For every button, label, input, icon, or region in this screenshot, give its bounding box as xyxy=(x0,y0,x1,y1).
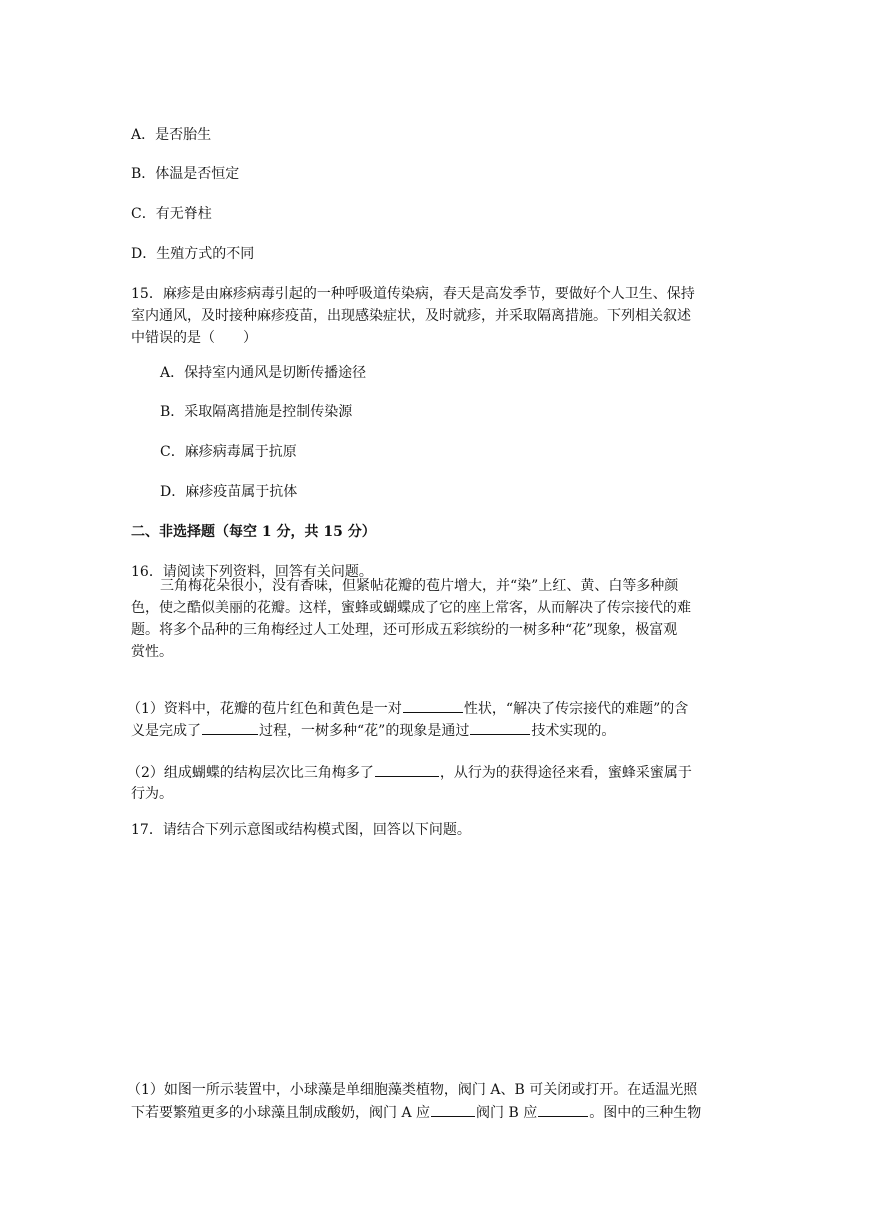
q16-part1-text-e: 技术实现的。 xyxy=(531,723,616,739)
answer-blank-technique[interactable] xyxy=(470,719,530,735)
q14-option-b: B．体温是否恒定 xyxy=(131,166,240,182)
answer-blank-process[interactable] xyxy=(202,719,258,735)
figure-placeholder xyxy=(131,860,741,1060)
section-heading: 二、非选择题（每空 1 分，共 15 分） xyxy=(131,524,376,540)
q14-option-d: D．生殖方式的不同 xyxy=(131,246,255,262)
q17-part1-line-1: （1）如图一所示装置中，小球藻是单细胞藻类植物，阀门 A、B 可关闭或打开。在适温光照 xyxy=(127,1082,698,1098)
answer-blank-valve-b[interactable] xyxy=(538,1101,588,1117)
q14-option-a: A．是否胎生 xyxy=(131,127,212,143)
q16-part1-text-c: 义是完成了 xyxy=(131,723,201,739)
q16-passage-line-1: 三角梅花朵很小，没有香味，但紧帖花瓣的苞片增大，并“染”上红、黄、白等多种颜 xyxy=(160,578,679,594)
q16-part2-text-a: （2）组成蝴蝶的结构层次比三角梅多了 xyxy=(127,765,374,781)
answer-blank-structure[interactable] xyxy=(375,761,439,777)
q15-stem-line-2: 室内通风，及时接种麻疹疫苗，出现感染症状，及时就疹，并采取隔离措施。下列相关叙述 xyxy=(131,308,691,324)
q16-part1-line-1 xyxy=(127,697,737,720)
answer-blank-valve-a[interactable] xyxy=(431,1101,475,1117)
q16-part2-text-b: ，从行为的获得途径来看，蜜蜂采蜜属于 xyxy=(439,765,692,781)
answer-blank-trait[interactable] xyxy=(403,697,463,713)
q15-option-c: C．麻疹病毒属于抗原 xyxy=(160,444,297,460)
q17-part1-text-b: 下若要繁殖更多的小球藻且制成酸奶，阀门 A 应 xyxy=(131,1105,431,1121)
q15-option-d: D．麻疹疫苗属于抗体 xyxy=(160,484,298,500)
q16-part2-line-2: 行为。 xyxy=(131,786,173,802)
q16-passage-line-3: 题。将多个品种的三角梅经过人工处理，还可形成五彩缤纷的一树多种“花”现象，极富观 xyxy=(131,622,678,638)
q16-part1-text-d: 过程，一树多种“花”的现象是通过 xyxy=(259,723,470,739)
q15-option-a: A．保持室内通风是切断传播途径 xyxy=(160,365,367,381)
q16-passage-line-2: 色，使之酷似美丽的花瓣。这样，蜜蜂或蝴蝶成了它的座上常客，从而解决了传宗接代的难 xyxy=(131,600,691,616)
q16-part2-line-1 xyxy=(127,761,737,784)
q17-part1-text-d: 。图中的三种生物 xyxy=(589,1105,702,1121)
q15-stem-line-3: 中错误的是（ ） xyxy=(131,330,257,346)
q15-option-b: B．采取隔离措施是控制传染源 xyxy=(160,404,353,420)
q17-stem: 17．请结合下列示意图或结构模式图，回答以下问题。 xyxy=(131,822,471,838)
q16-passage-line-4: 赏性。 xyxy=(131,644,173,660)
q16-stem: 16．请阅读下列资料，回答有关问题。 xyxy=(131,564,373,580)
q16-part1-text-a: （1）资料中，花瓣的苞片红色和黄色是一对 xyxy=(127,701,402,717)
q17-part1-line-2 xyxy=(131,1101,741,1124)
q16-part1-text-b: 性状，“解决了传宗接代的难题”的含 xyxy=(463,701,689,717)
q14-option-c: C．有无脊柱 xyxy=(131,206,212,222)
q15-stem-line-1: 15．麻疹是由麻疹病毒引起的一种呼吸道传染病，春天是高发季节，要做好个人卫生、保持 xyxy=(131,286,695,302)
q16-part1-line-2 xyxy=(131,719,741,742)
q17-part1-text-c: 阀门 B 应 xyxy=(476,1105,538,1121)
